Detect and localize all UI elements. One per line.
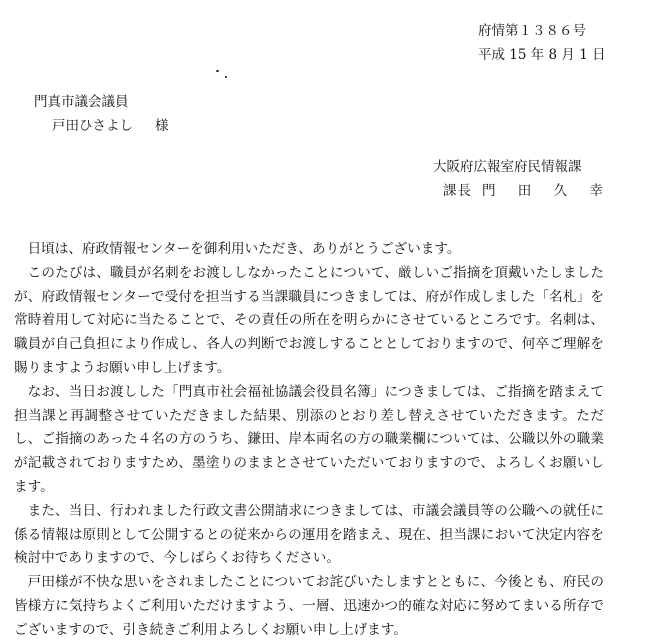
sender-position: 課長 (443, 183, 472, 199)
letter-body (14, 238, 604, 643)
recipient-name-line (34, 114, 169, 138)
sender-organization: 大阪府広報室府民情報課 (433, 159, 582, 175)
letter-date: 平成 15 年 8 月 1 日 (478, 47, 606, 63)
sender-name: 門 田 久 幸 (482, 183, 612, 199)
body-paragraph: 日頃は、府政情報センターを御利用いただき、ありがとうございます。 (27, 241, 461, 257)
body-paragraph: また、当日、行われました行政文書公開請求につきましては、市議会議員等の公職への就任に係る情報は原則として公開するとの従来からの運用を踏まえ、現在、担当課において決定内容を検討中でありますので、今しばらくお待ちください。 (14, 502, 604, 567)
reference-number: 府情第１３８６号 (478, 23, 586, 39)
sender-block (433, 155, 612, 203)
reference-block (478, 19, 606, 67)
body-paragraph: このたびは、職員が名刺をお渡ししなかったことについて、厳しいご指摘を頂戴いたしましたが、府政情報センターで受付を担当する当課職員につきましては、府が作成しました「名札」を常時着用して対応に当たることで、その責任の所在を明らかにさせているところです。名刺は、職員が自己負担により作成し、各人の判断でお渡しすることとしておりますので、何卒ご理解を賜りますようお願い申し上げます。 (14, 264, 604, 376)
recipient-title: 門真市議会議員 (34, 94, 129, 110)
body-paragraph: 戸田様が不快な思いをされましたことについてお詫びいたしますとともに、今後とも、府民の皆様方に気持ちよくご利用いただけますよう、一層、迅速かつ的確な対応に努めてまいる所存でございますので、引き続きご利用よろしくお願い申し上げます。 (14, 574, 604, 638)
recipient-honorific: 様 (155, 118, 169, 134)
recipient-block (34, 90, 169, 138)
scan-speck (225, 76, 227, 78)
sender-person-line (433, 179, 612, 203)
body-paragraph: なお、当日お渡しした「門真市社会福祉協議会役員名簿」につきましては、ご指摘を踏まえて担当課と再調整させていただきました結果、別添のとおり差し替えさせていただきます。ただし、ご指摘のあった４名の方のうち、鎌田、岸本両名の方の職業欄については、公職以外の職業が記載されておりますため、墨塗りのままとさせていただいておりますので、よろしくお願いします。 (14, 383, 604, 495)
recipient-name: 戸田ひさよし (52, 118, 133, 134)
scan-speck (216, 70, 219, 72)
